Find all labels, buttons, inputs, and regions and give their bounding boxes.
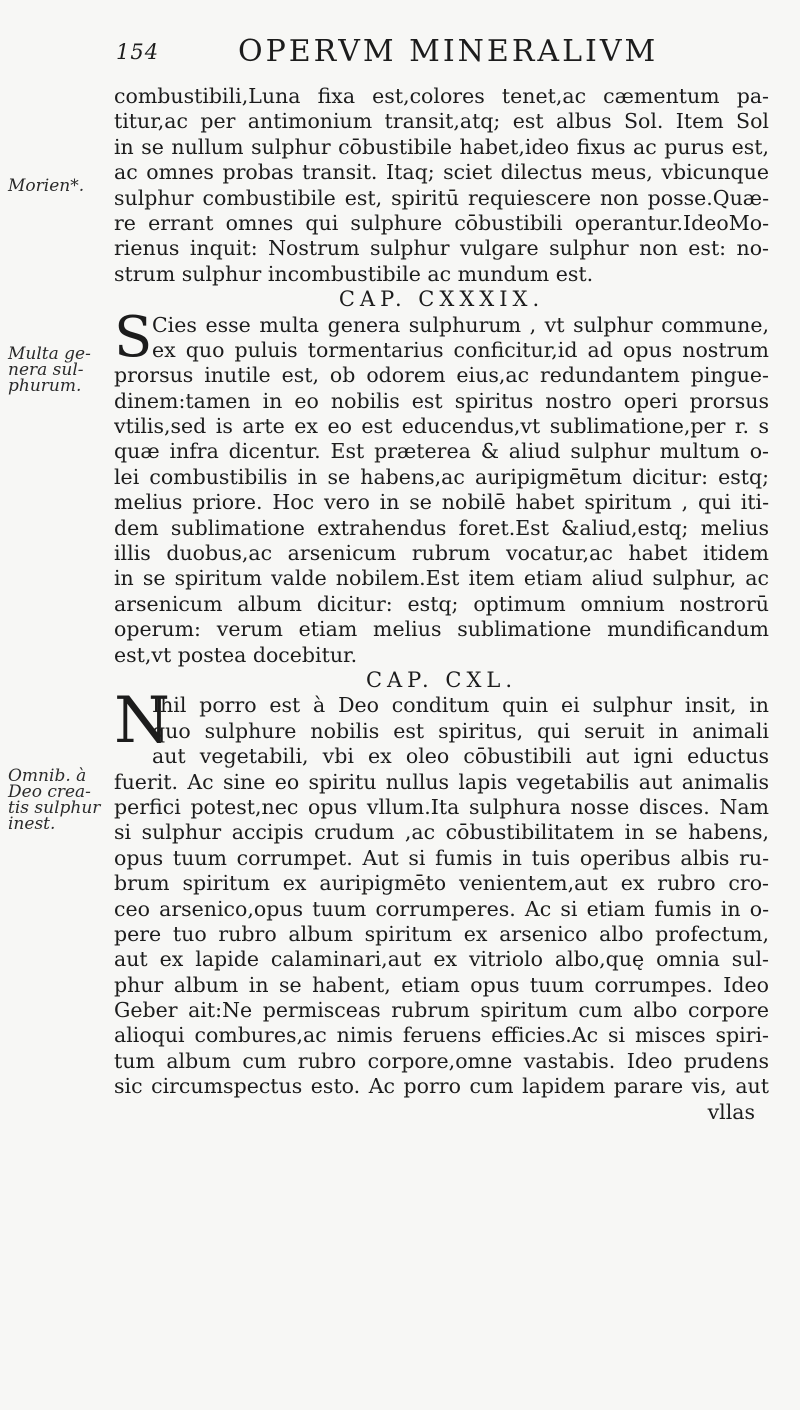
text-line: sic circumspectus esto. Ac porro cum lapidem parare vis, aut: [114, 1074, 769, 1099]
text-line: re errant omnes qui sulphure cōbustibili operantur.IdeoMo-: [114, 210, 769, 235]
margin-note-line: Morien*.: [8, 176, 85, 196]
text-line: dinem:tamen in eo nobilis est spiritus nostro operi prorsus: [114, 388, 769, 413]
running-title: OPERVM MINERALIVM: [238, 34, 659, 69]
text-line: ceo arsenico,opus tuum corrumperes. Ac si etiam fumis in o-: [114, 896, 769, 921]
paragraph-cap-140: [114, 684, 769, 1125]
text-line: ex quo puluis tormentarius conficitur,id ad opus nostrum: [152, 337, 769, 362]
text-line: opus tuum corrumpet. Aut si fumis in tuis operibus albis ru-: [114, 845, 769, 870]
text-line: combustibili,Luna fixa est,colores tenet,ac cæmentum pa-: [114, 84, 769, 108]
text-line: titur,ac per antimonium transit,atq; est albus Sol. Item Sol: [114, 109, 769, 134]
text-line: si sulphur accipis crudum ,ac cōbustibilitatem in se habens,: [114, 820, 769, 845]
text-line: fuerit. Ac sine eo spiritu nullus lapis vegetabilis aut animalis: [114, 769, 769, 794]
text-line: Ihil porro est à Deo conditum quin ei sulphur insit, in: [152, 693, 769, 718]
text-line: phur album in se habent, etiam opus tuum corrumpes. Ideo: [114, 972, 769, 997]
margin-note-morienus: [8, 178, 108, 194]
margin-note-line: Deo crea-: [8, 782, 91, 802]
text-line: pere tuo rubro album spiritum ex arsenico albo profectum,: [114, 921, 769, 946]
text-line: dem sublimatione extrahendus foret.Est &aliud,estq; melius: [114, 515, 769, 540]
text-line: Cies esse multa genera sulphurum , vt sulphur commune,: [152, 312, 769, 337]
catchword: vllas: [707, 1099, 755, 1124]
text-line: lei combustibilis in se habens,ac auripigmētum dicitur: estq;: [114, 464, 769, 489]
drop-cap: N: [114, 684, 170, 759]
text-line: melius priore. Hoc vero in se nobilē habet spiritum , qui iti-: [114, 490, 769, 515]
text-line: arsenicum album dicitur: estq; optimum omnium nostrorū: [114, 591, 769, 616]
margin-note-line: tis sulphur: [8, 798, 101, 818]
folio-number: 154: [116, 40, 160, 64]
text-line: aut ex lapide calaminari,aut ex vitriolo albo,quę omnia sul-: [114, 947, 769, 972]
text-line: in se spiritum valde nobilem.Est item etiam aliud sulphur, ac: [114, 566, 769, 591]
text-line: rienus inquit: Nostrum sulphur vulgare sulphur non est: no-: [114, 236, 769, 261]
margin-note-line: inest.: [8, 814, 56, 834]
margin-note-line: nera sul-: [8, 360, 84, 380]
margin-note-line: phurum.: [8, 376, 82, 396]
body-text: [114, 84, 769, 1125]
text-line: vtilis,sed is arte ex eo est educendus,vt sublimatione,per r. s: [114, 414, 769, 439]
text-line: sulphur combustibile est, spiritū requiescere non posse.Quæ-: [114, 185, 769, 210]
text-line: illis duobus,ac arsenicum rubrum vocatur,ac habet itidem: [114, 541, 769, 566]
text-line: ac omnes probas transit. Itaq; sciet dilectus meus, vbicunque: [114, 160, 769, 185]
drop-cap: S: [114, 304, 153, 370]
text-line: aut vegetabili, vbi ex oleo cōbustibili aut igni eductus: [152, 744, 769, 769]
chapter-heading: CAP. CXL.: [365, 667, 518, 692]
text-line: prorsus inutile est, ob odorem eius,ac redundantem pingue-: [114, 363, 769, 388]
text-line: quo sulphure nobilis est spiritus, qui seruit in animali: [152, 718, 769, 743]
margin-note-multa-genera: [8, 346, 108, 394]
text-line: strum sulphur incombustibile ac mundum est.: [114, 261, 594, 286]
paragraph-cap-139: [114, 304, 769, 668]
text-line: alioqui combures,ac nimis feruens efficies.Ac si misces spiri-: [114, 1023, 769, 1048]
margin-note-line: Multa ge-: [8, 344, 91, 364]
text-line: tum album cum rubro corpore,omne vastabis. Ideo prudens: [114, 1048, 769, 1073]
text-line: quæ infra dicentur. Est præterea & aliud sulphur multum o-: [114, 439, 769, 464]
margin-note-line: Omnib. à: [8, 766, 87, 786]
chapter-heading: CAP. CXXXIX.: [338, 287, 545, 312]
margin-note-omnibus: [8, 768, 108, 832]
page-header: [0, 34, 800, 74]
text-line: in se nullum sulphur cōbustibile habet,ideo fixus ac purus est,: [114, 134, 769, 159]
text-line: operum: verum etiam melius sublimatione mundificandum: [114, 617, 769, 642]
text-line: est,vt postea docebitur.: [114, 642, 358, 667]
text-line: brum spiritum ex auripigmēto venientem,aut ex rubro cro-: [114, 871, 769, 896]
text-line: Geber ait:Ne permisceas rubrum spiritum cum albo corpore: [114, 998, 769, 1023]
text-line: perfici potest,nec opus vllum.Ita sulphura nosse disces. Nam: [114, 794, 769, 819]
